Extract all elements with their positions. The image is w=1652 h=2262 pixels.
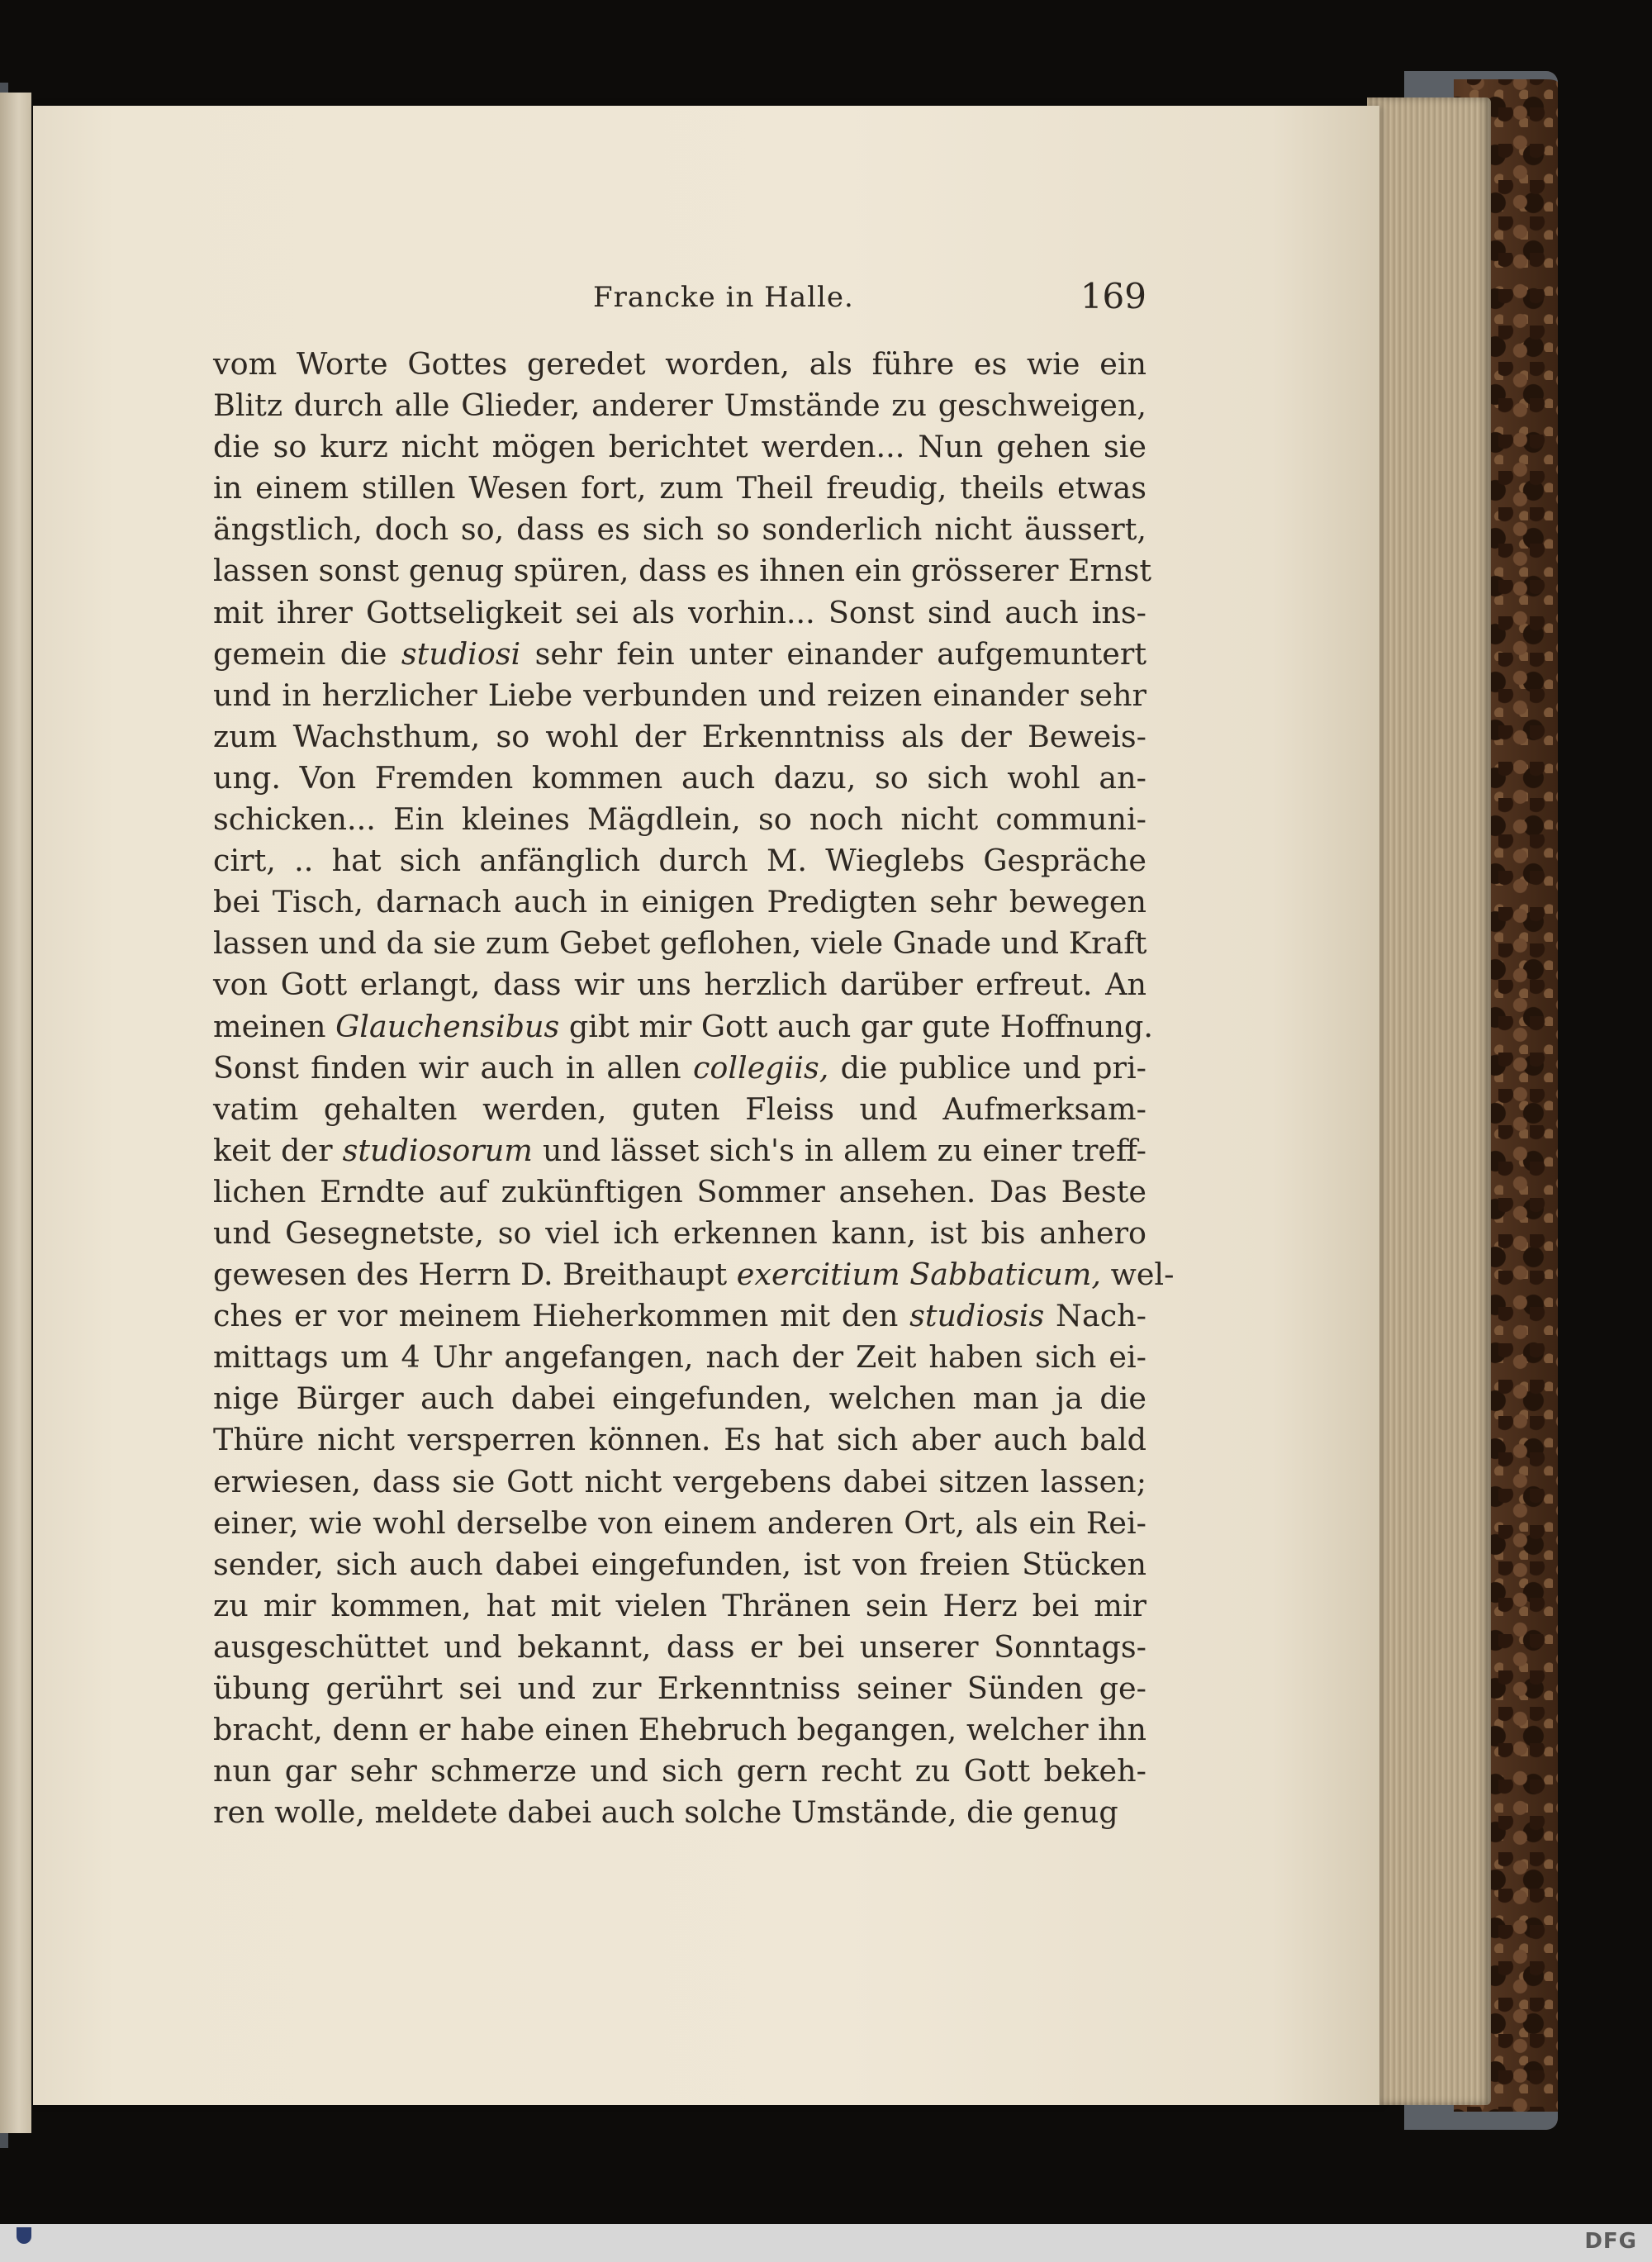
left-page-edge [0,93,31,2133]
text-run: meinen [213,1008,336,1044]
text-line [213,592,1146,634]
text-line [213,1668,1146,1709]
text-run: nun gar sehr schmerze und sich gern recht zu Gott bekeh- [213,1753,1146,1789]
text-line [213,1006,1153,1048]
text-line [213,509,1146,550]
body-text [213,344,1175,1833]
italic-term: studiosi [401,635,521,672]
text-run: sehr fein unter einander aufgemuntert [520,635,1147,672]
text-run: und lässet sich's in allem zu einer treff- [532,1132,1146,1168]
text-run: nige Bürger auch dabei eingefunden, welchen man ja die [213,1380,1146,1417]
page-number: 169 [1080,276,1146,316]
italic-term: Glauchensibus [335,1008,560,1044]
text-run: ausgeschüttet und bekannt, dass er bei unserer Sonntags- [213,1628,1146,1665]
text-line [213,1503,1146,1544]
text-line [213,1419,1146,1461]
text-run: gibt mir Gott auch gar gute Hoffnung. [559,1008,1153,1044]
text-line [213,426,1146,468]
text-line [213,1130,1146,1171]
italic-term: collegiis, [692,1049,829,1086]
text-run: mittags um 4 Uhr angefangen, nach der Zeit haben sich ei- [213,1339,1146,1376]
text-run: lichen Erndte auf zukünftigen Sommer ansehen. Das Beste [213,1173,1146,1209]
text-run: gemein die [213,635,401,672]
text-line [213,550,1151,592]
text-line [213,1378,1146,1419]
text-run: sender, sich auch dabei eingefunden, ist von freien Stücken [213,1546,1146,1582]
text-line [213,882,1146,923]
text-line [213,964,1146,1005]
text-run: und Gesegnetste, so viel ich erkennen kann, ist bis anhero [213,1214,1146,1251]
text-run: die publice und pri- [828,1049,1146,1086]
text-line [213,385,1146,426]
text-run: gehalten werden, guten Fleiss und Aufmerksam- [298,1091,1146,1127]
text-line [213,1254,1175,1295]
italic-term: studiosis [909,1298,1045,1334]
text-line [213,758,1146,799]
text-line [213,1089,1146,1130]
running-title: Francke in Halle. [593,281,854,314]
text-line [213,1171,1146,1213]
text-run: ren wolle, meldete dabei auch solche Umstände, die genug [213,1794,1118,1831]
dfg-logo: DFG [1584,2229,1637,2254]
text-run: Thüre nicht versperren können. Es hat sich aber auch bald [213,1422,1146,1458]
text-run: einer, wie wohl derselbe von einem anderen Ort, als ein Rei- [213,1504,1146,1541]
library-logo-icon [12,2227,36,2259]
text-run: die so kurz nicht mögen berichtet werden... Nun gehen sie [213,429,1146,465]
text-line [213,1792,1146,1833]
text-run: schicken... Ein kleines Mägdlein, so noch nicht communi- [213,801,1146,838]
text-run: übung gerührt sei und zur Erkenntniss seiner Sünden ge- [213,1670,1146,1706]
text-run: bracht, denn er habe einen Ehebruch begangen, welcher ihn [213,1712,1146,1748]
text-run: wel- [1100,1257,1175,1293]
text-run: erwiesen, dass sie Gott nicht vergebens dabei sitzen lassen; [213,1463,1146,1499]
text-run: gewesen des Herrn D. Breithaupt [213,1257,737,1293]
text-run: keit der [213,1132,343,1168]
text-line [213,1585,1146,1627]
viewer-footer-bar [0,2224,1652,2262]
text-run: zum Wachsthum, so wohl der Erkenntniss als der Beweis- [213,718,1146,754]
text-run: Blitz durch alle Glieder, anderer Umstände zu geschweigen, [213,387,1146,424]
text-run: mit ihrer Gottseligkeit sei als vorhin... Sonst sind auch ins- [213,594,1146,630]
italic-term: studiosorum [342,1132,533,1168]
text-run: ängstlich, doch so, dass es sich so sonderlich nicht äussert, [213,511,1146,548]
text-run: cirt, .. hat sich anfänglich durch M. Wieglebs Gespräche [213,843,1146,879]
text-line [213,1461,1146,1503]
text-line [213,634,1146,675]
text-line [213,716,1146,758]
text-line [213,1751,1146,1792]
page-header [213,276,1146,330]
text-run: in einem stillen Wesen fort, zum Theil freudig, theils etwas [213,470,1146,506]
text-run: zu mir kommen, hat mit vielen Thränen sein Herz bei mir [213,1587,1146,1623]
text-line [213,468,1146,509]
text-line [213,675,1146,716]
text-line [213,1627,1146,1668]
text-run: von Gott erlangt, dass wir uns herzlich darüber erfreut. An [213,967,1146,1003]
text-run: vatim [213,1091,299,1127]
text-run: Sonst finden wir auch in allen [213,1049,693,1086]
text-line [213,799,1146,840]
text-run: lassen und da sie zum Gebet geflohen, viele Gnade und Kraft [213,925,1147,962]
text-run: ches er vor meinem Hieherkommen mit den [213,1298,910,1334]
text-line [213,1709,1146,1751]
text-line [213,1295,1146,1337]
text-run: bei Tisch, darnach auch in einigen Predigten sehr bewegen [213,884,1146,920]
text-run: ung. Von Fremden kommen auch dazu, so sich wohl an- [213,759,1146,796]
text-line [213,1213,1146,1254]
text-line [213,344,1146,385]
text-line [213,840,1146,882]
text-line [213,1544,1146,1585]
text-run: lassen sonst genug spüren, dass es ihnen ein grösserer Ernst [213,553,1151,589]
text-line [213,1337,1146,1378]
text-line [213,1048,1146,1089]
text-run: und in herzlicher Liebe verbunden und reizen einander sehr [213,677,1146,713]
text-run: Nach- [1044,1298,1146,1334]
italic-term: exercitium Sabbaticum, [736,1257,1101,1293]
text-run: vom Worte Gottes geredet worden, als führe es wie ein [213,346,1146,382]
text-line [213,923,1146,964]
page-edges [1367,97,1491,2105]
